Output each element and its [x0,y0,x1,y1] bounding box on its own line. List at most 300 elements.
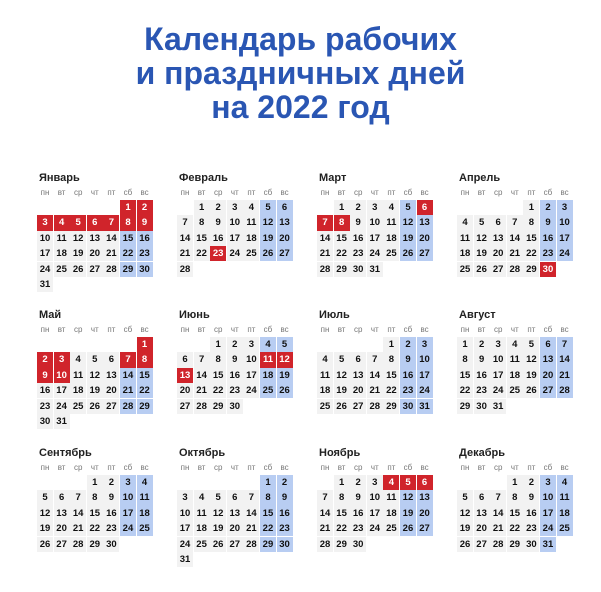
day-cell-workday: 3 [177,490,193,505]
day-cell-workday: 9 [103,490,119,505]
day-cell-holiday: 4 [54,215,70,230]
day-cell-workday: 10 [243,352,259,367]
weekday-label: чт [230,188,239,197]
day-cell-weekend: 3 [120,475,136,490]
day-cell-workday: 20 [87,246,103,261]
empty-cell [457,475,473,490]
empty-cell [70,200,86,215]
title-line-1: Календарь рабочих [144,21,457,57]
days-grid [317,475,447,552]
day-cell-workday: 18 [194,521,210,536]
day-cell-weekend: 3 [557,200,573,215]
day-cell-weekend: 29 [120,262,136,277]
day-cell-weekend: 24 [417,383,433,398]
day-cell-workday: 13 [350,368,366,383]
month-name: Январь [39,172,80,184]
day-cell-workday: 25 [507,383,523,398]
day-cell-workday: 18 [317,383,333,398]
day-cell-workday: 10 [37,231,53,246]
weekday-label: вт [57,463,66,472]
weekday-label: ср [493,188,503,197]
day-cell-workday: 4 [317,352,333,367]
day-cell-workday: 13 [490,231,506,246]
day-cell-workday: 24 [367,521,383,536]
day-cell-workday: 5 [334,352,350,367]
day-cell-workday: 21 [70,521,86,536]
day-cell-workday: 11 [507,352,523,367]
day-cell-workday: 14 [490,506,506,521]
day-cell-weekend: 23 [137,246,153,261]
month-name: Сентябрь [39,447,92,459]
day-cell-workday: 2 [350,475,366,490]
weekday-label: вс [280,463,289,472]
day-cell-weekend: 5 [260,200,276,215]
day-cell-weekend: 19 [260,231,276,246]
day-cell-workday: 18 [70,383,86,398]
empty-cell [243,475,259,490]
day-cell-workday: 1 [523,200,539,215]
day-cell-workday: 23 [350,521,366,536]
empty-cell [317,337,333,352]
day-cell-weekend: 10 [417,352,433,367]
day-cell-weekend: 12 [260,215,276,230]
weekday-label: ср [353,188,363,197]
day-cell-workday: 5 [37,490,53,505]
day-cell-workday: 10 [490,352,506,367]
day-cell-workday: 29 [334,262,350,277]
day-cell-workday: 25 [317,399,333,414]
day-cell-workday: 14 [317,506,333,521]
day-cell-weekend: 18 [557,506,573,521]
day-cell-workday: 15 [194,231,210,246]
day-cell-workday: 10 [177,506,193,521]
day-cell-workday: 25 [383,521,399,536]
day-cell-workday: 26 [37,537,53,552]
weekday-label: вс [280,325,289,334]
empty-cell [177,475,193,490]
day-cell-workday: 18 [383,506,399,521]
day-cell-workday: 28 [317,537,333,552]
day-cell-weekend: 22 [120,246,136,261]
weekday-header [177,463,307,473]
empty-cell [37,337,53,352]
day-cell-weekend: 31 [540,537,556,552]
day-cell-workday: 7 [317,490,333,505]
day-cell-workday: 13 [87,231,103,246]
day-cell-weekend: 23 [277,521,293,536]
day-cell-workday: 4 [243,200,259,215]
weekday-label: пн [460,325,470,334]
empty-cell [177,200,193,215]
day-cell-workday: 30 [227,399,243,414]
day-cell-weekend: 10 [540,490,556,505]
day-cell-weekend: 11 [137,490,153,505]
day-cell-weekend: 16 [540,231,556,246]
day-cell-workday: 15 [523,231,539,246]
weekday-label: вс [420,463,429,472]
weekday-label: пн [180,325,190,334]
day-cell-workday: 11 [317,368,333,383]
day-cell-workday: 19 [457,521,473,536]
day-cell-workday: 3 [490,337,506,352]
day-cell-workday: 8 [457,352,473,367]
weekday-label: ср [353,325,363,334]
day-cell-weekend: 29 [260,537,276,552]
day-cell-workday: 22 [383,383,399,398]
day-cell-weekend: 4 [260,337,276,352]
weekday-label: сб [543,463,553,472]
day-cell-holiday: 7 [317,215,333,230]
weekday-label: пн [40,325,50,334]
day-cell-holiday: 7 [120,352,136,367]
day-cell-workday: 12 [70,231,86,246]
day-cell-workday: 1 [210,337,226,352]
day-cell-holiday: 5 [70,215,86,230]
day-cell-workday: 27 [87,262,103,277]
day-cell-workday: 20 [490,246,506,261]
day-cell-holiday: 30 [540,262,556,277]
day-cell-weekend: 10 [120,490,136,505]
month-block [37,172,167,302]
day-cell-workday: 7 [507,215,523,230]
day-cell-workday: 31 [177,552,193,567]
day-cell-workday: 22 [334,246,350,261]
day-cell-weekend: 6 [540,337,556,352]
day-cell-holiday: 6 [417,200,433,215]
empty-cell [54,475,70,490]
weekday-label: чт [510,463,519,472]
weekday-label: ср [213,325,223,334]
day-cell-weekend: 8 [260,490,276,505]
empty-cell [194,337,210,352]
empty-cell [177,337,193,352]
weekday-header [317,325,447,335]
day-cell-workday: 30 [37,414,53,429]
day-cell-holiday: 9 [137,215,153,230]
day-cell-workday: 26 [334,399,350,414]
day-cell-workday: 9 [210,215,226,230]
day-cell-workday: 16 [474,368,490,383]
weekday-label: пн [460,188,470,197]
day-cell-workday: 15 [334,506,350,521]
empty-cell [54,200,70,215]
day-cell-weekend: 5 [400,200,416,215]
title-line-3: на 2022 год [211,89,390,125]
day-cell-workday: 13 [227,506,243,521]
weekday-label: чт [230,325,239,334]
day-cell-holiday: 4 [383,475,399,490]
day-cell-workday: 6 [474,490,490,505]
day-cell-workday: 14 [70,506,86,521]
day-cell-workday: 23 [523,521,539,536]
weekday-label: сб [263,325,273,334]
weekday-label: пн [320,325,330,334]
day-cell-workday: 12 [334,368,350,383]
day-cell-weekend: 6 [277,200,293,215]
day-cell-holiday: 10 [54,368,70,383]
day-cell-workday: 6 [103,352,119,367]
month-name: Май [39,309,62,321]
day-cell-workday: 1 [507,475,523,490]
day-cell-workday: 31 [367,262,383,277]
day-cell-workday: 21 [367,383,383,398]
weekday-label: пт [247,463,256,472]
day-cell-workday: 8 [194,215,210,230]
day-cell-weekend: 2 [540,200,556,215]
day-cell-workday: 17 [227,231,243,246]
day-cell-workday: 11 [54,231,70,246]
weekday-header [177,188,307,198]
day-cell-workday: 9 [474,352,490,367]
day-cell-weekend: 26 [400,521,416,536]
empty-cell [103,200,119,215]
day-cell-workday: 18 [457,246,473,261]
day-cell-workday: 31 [37,277,53,292]
weekday-label: ср [73,463,83,472]
day-cell-weekend: 5 [277,337,293,352]
day-cell-workday: 1 [334,200,350,215]
day-cell-workday: 28 [507,262,523,277]
day-cell-workday: 10 [367,215,383,230]
day-cell-workday: 29 [507,537,523,552]
month-block [457,447,587,577]
day-cell-workday: 28 [70,537,86,552]
weekday-label: вс [420,188,429,197]
day-cell-weekend: 7 [557,337,573,352]
empty-cell [367,337,383,352]
weekday-header [177,325,307,335]
weekday-label: чт [370,463,379,472]
day-cell-holiday: 2 [137,200,153,215]
day-cell-workday: 14 [317,231,333,246]
days-grid [457,337,587,414]
day-cell-workday: 27 [474,537,490,552]
day-cell-workday: 22 [210,383,226,398]
day-cell-workday: 26 [457,537,473,552]
empty-cell [317,200,333,215]
day-cell-workday: 31 [490,399,506,414]
weekday-label: чт [90,463,99,472]
day-cell-workday: 20 [177,383,193,398]
weekday-label: пн [180,188,190,197]
day-cell-workday: 18 [507,368,523,383]
weekday-label: вс [560,188,569,197]
day-cell-weekend: 25 [137,521,153,536]
day-cell-weekend: 17 [557,231,573,246]
day-cell-workday: 24 [490,383,506,398]
day-cell-workday: 21 [507,246,523,261]
day-cell-workday: 27 [490,262,506,277]
weekday-label: ср [213,188,223,197]
day-cell-weekend: 24 [120,521,136,536]
month-name: Март [319,172,347,184]
weekday-label: вт [57,325,66,334]
day-cell-workday: 20 [350,383,366,398]
empty-cell [490,200,506,215]
weekday-label: чт [510,188,519,197]
day-cell-workday: 24 [227,246,243,261]
day-cell-workday: 26 [210,537,226,552]
day-cell-workday: 1 [383,337,399,352]
day-cell-workday: 24 [243,383,259,398]
day-cell-workday: 9 [350,215,366,230]
day-cell-workday: 23 [474,383,490,398]
empty-cell [103,337,119,352]
day-cell-holiday: 12 [277,352,293,367]
weekday-label: пт [107,463,116,472]
month-block [457,309,587,439]
day-cell-workday: 22 [87,521,103,536]
day-cell-workday: 9 [350,490,366,505]
empty-cell [87,200,103,215]
day-cell-workday: 12 [87,368,103,383]
day-cell-workday: 28 [177,262,193,277]
month-block [317,447,447,577]
day-cell-workday: 25 [194,537,210,552]
day-cell-workday: 2 [103,475,119,490]
empty-cell [457,200,473,215]
day-cell-holiday: 7 [103,215,119,230]
weekday-label: вс [420,325,429,334]
day-cell-weekend: 4 [557,475,573,490]
day-cell-weekend: 27 [540,383,556,398]
weekday-label: пн [180,463,190,472]
day-cell-weekend: 15 [260,506,276,521]
day-cell-workday: 19 [210,521,226,536]
day-cell-workday: 17 [367,231,383,246]
empty-cell [70,475,86,490]
day-cell-workday: 17 [37,246,53,261]
day-cell-workday: 1 [457,337,473,352]
day-cell-workday: 22 [334,521,350,536]
empty-cell [210,475,226,490]
weekday-label: сб [543,188,553,197]
day-cell-workday: 13 [54,506,70,521]
days-grid [317,337,447,414]
day-cell-holiday: 11 [260,352,276,367]
empty-cell [227,475,243,490]
month-block [317,309,447,439]
weekday-label: сб [263,463,273,472]
day-cell-weekend: 15 [120,231,136,246]
day-cell-weekend: 16 [277,506,293,521]
weekday-header [457,188,587,198]
day-cell-workday: 2 [474,337,490,352]
day-cell-workday: 26 [87,399,103,414]
weekday-label: вт [197,325,206,334]
day-cell-workday: 17 [177,521,193,536]
day-cell-weekend: 26 [400,246,416,261]
day-cell-weekend: 4 [137,475,153,490]
day-cell-workday: 9 [523,490,539,505]
day-cell-holiday: 8 [334,215,350,230]
day-cell-weekend: 28 [557,383,573,398]
day-cell-holiday: 1 [137,337,153,352]
weekday-header [37,463,167,473]
empty-cell [350,337,366,352]
weekday-label: вт [197,188,206,197]
day-cell-workday: 27 [103,399,119,414]
day-cell-weekend: 16 [137,231,153,246]
day-cell-workday: 12 [474,231,490,246]
day-cell-holiday: 8 [137,352,153,367]
day-cell-workday: 7 [70,490,86,505]
day-cell-workday: 20 [474,521,490,536]
day-cell-workday: 1 [87,475,103,490]
day-cell-weekend: 27 [417,521,433,536]
day-cell-workday: 16 [350,231,366,246]
month-block [37,309,167,439]
day-cell-workday: 3 [367,475,383,490]
day-cell-weekend: 30 [277,537,293,552]
weekday-label: сб [403,463,413,472]
weekday-label: вт [57,188,66,197]
day-cell-workday: 14 [243,506,259,521]
day-cell-weekend: 12 [400,490,416,505]
day-cell-holiday: 3 [37,215,53,230]
weekday-label: вт [337,463,346,472]
day-cell-workday: 21 [317,521,333,536]
day-cell-weekend: 9 [540,215,556,230]
empty-cell [87,337,103,352]
day-cell-weekend: 24 [557,246,573,261]
empty-cell [120,337,136,352]
weekday-label: пт [527,188,536,197]
day-cell-workday: 6 [54,490,70,505]
day-cell-workday: 24 [367,246,383,261]
day-cell-workday: 4 [194,490,210,505]
day-cell-workday: 2 [523,475,539,490]
weekday-label: вт [197,463,206,472]
days-grid [37,200,167,292]
day-cell-workday: 12 [523,352,539,367]
day-cell-weekend: 13 [277,215,293,230]
empty-cell [334,337,350,352]
day-cell-workday: 21 [103,246,119,261]
day-cell-workday: 16 [350,506,366,521]
day-cell-weekend: 11 [557,490,573,505]
month-block [177,172,307,302]
day-cell-weekend: 16 [400,368,416,383]
day-cell-workday: 4 [383,200,399,215]
day-cell-workday: 30 [474,399,490,414]
day-cell-weekend: 20 [540,368,556,383]
day-cell-workday: 7 [243,490,259,505]
weekday-label: пт [387,463,396,472]
weekday-label: пт [107,325,116,334]
weekday-label: пн [320,188,330,197]
weekday-label: чт [90,325,99,334]
weekday-label: сб [543,325,553,334]
day-cell-weekend: 23 [400,383,416,398]
empty-cell [507,200,523,215]
day-cell-workday: 4 [70,352,86,367]
day-cell-holiday: 6 [87,215,103,230]
weekday-label: пт [527,463,536,472]
day-cell-weekend: 15 [137,368,153,383]
day-cell-workday: 7 [177,215,193,230]
day-cell-workday: 22 [194,246,210,261]
days-grid [457,475,587,552]
empty-cell [70,337,86,352]
day-cell-weekend: 20 [417,231,433,246]
day-cell-workday: 8 [210,352,226,367]
day-cell-workday: 11 [383,215,399,230]
title-line-2: и праздничных дней [135,55,466,91]
weekday-label: чт [370,325,379,334]
weekday-label: вт [477,463,486,472]
day-cell-workday: 15 [507,506,523,521]
